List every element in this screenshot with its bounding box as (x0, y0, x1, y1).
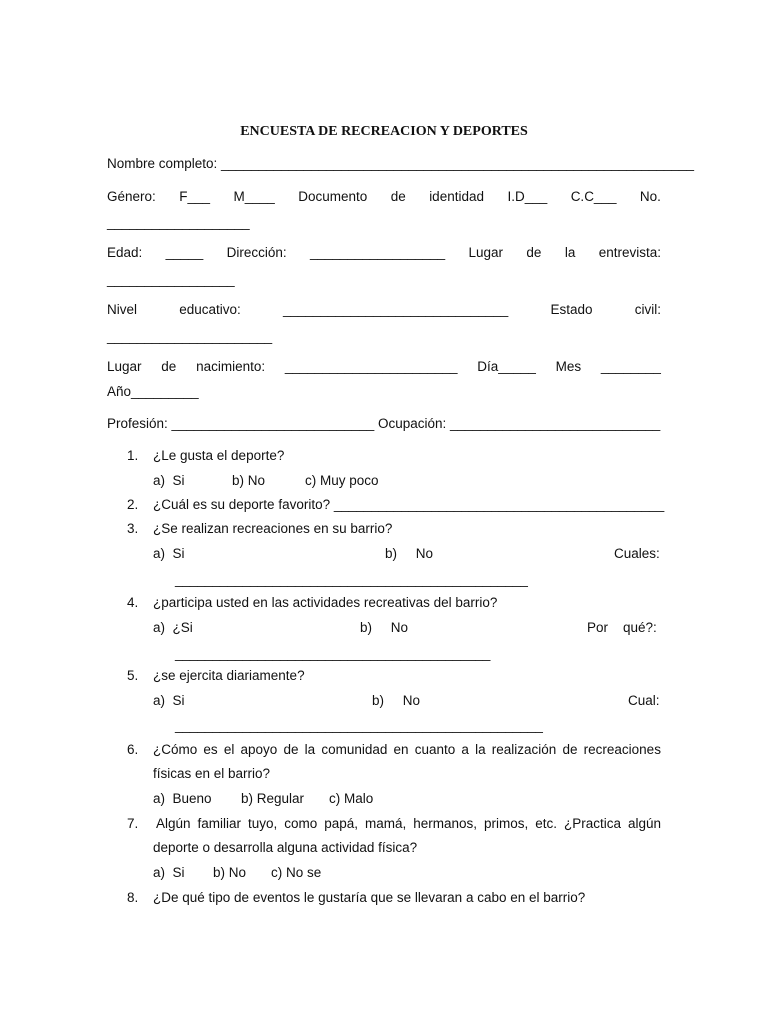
q3-option-a[interactable]: a) Si (153, 546, 185, 561)
q6-word: apoyo (240, 742, 278, 757)
q7-text-line1 (156, 816, 661, 832)
q6-word: en (393, 742, 409, 757)
id-word-2: de (390, 189, 406, 204)
interview-word-3: la (564, 245, 576, 260)
q8-text: ¿De qué tipo de eventos le gustaría que se llevaran a cabo en el barrio? (153, 890, 586, 905)
q4-text: ¿participa usted en las actividades recreativas del barrio? (153, 595, 498, 610)
gender-id-row (107, 189, 661, 205)
q6-word: cuanto (414, 742, 456, 757)
q6-option-a[interactable]: a) Bueno (153, 791, 212, 806)
q7-option-b[interactable]: b) No (213, 865, 247, 880)
age-address-row (107, 245, 661, 261)
q7-word: como (284, 816, 318, 831)
q7-word: etc. (535, 816, 557, 831)
gender-m-field[interactable]: M____ (233, 189, 275, 204)
q6-word: la (475, 742, 486, 757)
q1-option-a[interactable]: a) Si (153, 473, 185, 488)
q5-number: 5. (127, 668, 139, 683)
q2-number: 2. (127, 497, 139, 512)
interview-word-2: de (526, 245, 542, 260)
address-field[interactable]: __________________ (309, 245, 446, 260)
q5-option-b[interactable]: b) No (372, 693, 421, 708)
q7-word: primos, (483, 816, 529, 831)
birth-place-field[interactable]: _______________________ (284, 359, 458, 374)
gender-label: Género: (107, 189, 156, 204)
q6-word: la (304, 742, 316, 757)
age-field[interactable]: _____ (165, 245, 204, 260)
q7-word: papá, (324, 816, 359, 831)
civil-status-field[interactable]: ______________________ (107, 329, 273, 344)
q6-word: el (223, 742, 235, 757)
age-label: Edad: (107, 245, 143, 260)
education-row (107, 302, 661, 318)
q1-text: ¿Le gusta el deporte? (153, 448, 285, 463)
q6-option-c[interactable]: c) Malo (329, 791, 374, 806)
education-word-1: Nivel (107, 302, 138, 317)
q6-word: es (203, 742, 218, 757)
education-field[interactable]: ______________________________ (283, 302, 509, 317)
q7-word: Algún (156, 816, 191, 831)
q7-number: 7. (127, 816, 139, 831)
q6-text-line1 (153, 742, 661, 758)
birth-word-3: nacimiento: (196, 359, 266, 374)
q5-which-field[interactable]: _________________________________________________ (175, 718, 543, 733)
q5-option-a[interactable]: a) Si (153, 693, 185, 708)
id-number-label: No. (639, 189, 661, 204)
q7-word: mamá, (364, 816, 407, 831)
birth-month-field[interactable]: ________ (600, 359, 661, 374)
q5-which-label: Cual: (628, 693, 660, 708)
q4-option-a[interactable]: a) ¿Si (153, 620, 193, 635)
q4-option-b[interactable]: b) No (360, 620, 409, 635)
gender-f-field[interactable]: F___ (179, 189, 211, 204)
q7-text-line2: deporte o desarrolla alguna actividad física? (153, 840, 418, 855)
interview-word-1: Lugar (468, 245, 504, 260)
survey-title: ENCUESTA DE RECREACION Y DEPORTES (240, 124, 528, 139)
address-label: Dirección: (226, 245, 287, 260)
id-number-field[interactable]: ___________________ (107, 215, 250, 230)
id-word-3: identidad (429, 189, 484, 204)
q4-why-word-2: qué?: (623, 620, 657, 635)
q7-option-a[interactable]: a) Si (153, 865, 185, 880)
q8-number: 8. (127, 890, 139, 905)
id-word-1: Documento (298, 189, 368, 204)
q3-text: ¿Se realizan recreaciones en su barrio? (153, 521, 393, 536)
q4-number: 4. (127, 595, 139, 610)
birth-word-1: Lugar (107, 359, 142, 374)
q6-word: de (283, 742, 299, 757)
birth-year-field[interactable]: Año_________ (107, 384, 199, 399)
profession-row[interactable]: Profesión: ___________________________ Ocupación: ____________________________ (107, 416, 661, 431)
interview-place-field[interactable]: _________________ (107, 272, 235, 287)
q6-word: recreaciones (583, 742, 661, 757)
interview-word-4: entrevista: (598, 245, 661, 260)
q7-word: tuyo, (247, 816, 278, 831)
q7-word: familiar (197, 816, 242, 831)
birth-row (107, 359, 661, 375)
q1-number: 1. (127, 448, 139, 463)
q3-option-b[interactable]: b) No (385, 546, 434, 561)
q6-word: a (461, 742, 469, 757)
id-type-id-field[interactable]: I.D___ (507, 189, 548, 204)
q6-text-line2: físicas en el barrio? (153, 766, 271, 781)
q7-word: algún (627, 816, 661, 831)
q3-which-field[interactable]: _______________________________________________ (175, 572, 528, 587)
birth-day-field[interactable]: Día_____ (477, 359, 536, 374)
birth-month-label: Mes (555, 359, 582, 374)
civil-word-2: civil: (634, 302, 661, 317)
q4-why-word-1: Por (587, 620, 609, 635)
q6-word: de (562, 742, 578, 757)
q1-option-b[interactable]: b) No (232, 473, 266, 488)
q6-number: 6. (127, 742, 139, 757)
q2-text[interactable]: ¿Cuál es su deporte favorito? ____________________________________________ (153, 497, 665, 512)
q4-why-field[interactable]: __________________________________________ (175, 646, 491, 661)
education-word-2: educativo: (179, 302, 241, 317)
q5-text: ¿se ejercita diariamente? (153, 668, 305, 683)
civil-word-1: Estado (550, 302, 593, 317)
q6-word: ¿Cómo (153, 742, 198, 757)
q6-word: realización (491, 742, 557, 757)
id-type-cc-field[interactable]: C.C___ (570, 189, 617, 204)
q7-word: ¿Practica (563, 816, 621, 831)
q3-which-label: Cuales: (614, 546, 660, 561)
full-name-field[interactable]: Nombre completo: _______________________________________________________________ (107, 156, 695, 171)
q7-word: hermanos, (413, 816, 478, 831)
q6-option-b[interactable]: b) Regular (241, 791, 305, 806)
birth-word-2: de (161, 359, 177, 374)
q1-option-c[interactable]: c) Muy poco (305, 473, 379, 488)
q6-word: comunidad (321, 742, 388, 757)
q3-number: 3. (127, 521, 139, 536)
q7-option-c[interactable]: c) No se (271, 865, 322, 880)
